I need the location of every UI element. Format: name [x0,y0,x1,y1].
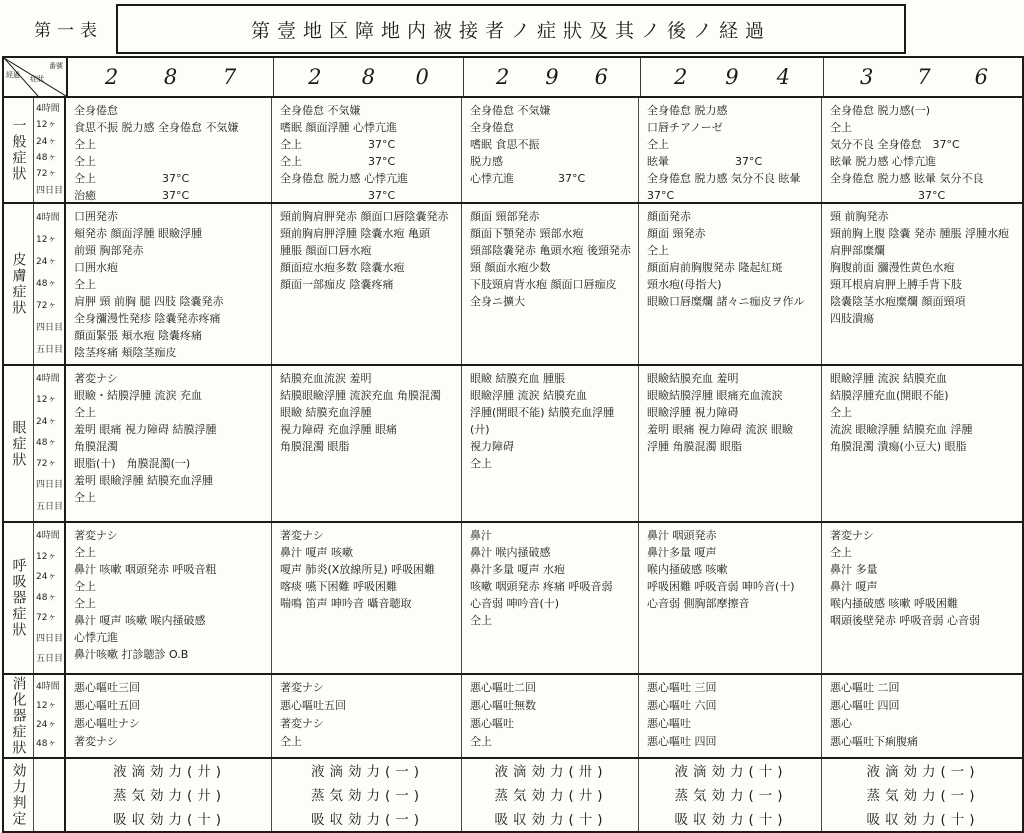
symptom-line: 蒸気効力(一) [866,788,980,804]
section-label-text: 消化器症狀 [10,676,27,756]
time-label: 4時間 [36,374,60,384]
symptom-line: 結膜浮腫充血(開眼不能) [830,389,949,402]
symptom-line: 鼻汁 嗄声 [830,580,878,593]
time-label: 四日目 [36,633,64,644]
symptom-line: 胸腹前面 瀰漫性黄色水疱 [830,261,955,274]
symptom-line: 悪心嘔吐五回 [74,699,140,712]
symptom-line: 喉内掻破感 咳嗽 呼吸困難 [830,597,958,610]
section-eye-symptoms [4,366,1022,523]
symptom-line: 眼瞼 結膜充血 腫脹 [470,372,565,385]
symptom-line: 鼻汁 喉内掻破感 [470,546,551,559]
cell-general-symptoms-376 [822,98,1022,202]
time-label: 12ヶ [36,120,57,131]
symptom-line: 全身倦怠 脱力感 心悸亢進 [280,172,408,185]
section-label-text: 皮膚症狀 [10,252,27,316]
symptom-line: 全身倦怠 脱力感 眩暈 気分不良 [830,172,984,185]
cell-skin-symptoms-287 [66,204,272,364]
symptom-line: 悪心嘔吐 四回 [647,735,717,748]
subject-digit: 9 [725,65,739,89]
subject-digit: 2 [673,65,688,89]
time-label: 五日目 [36,345,64,355]
symptom-line: 肩胛部糜爛 [830,244,885,257]
time-label: 五日目 [36,501,64,512]
time-label: 四日目 [36,185,64,196]
cell-skin-symptoms-296 [462,204,639,364]
symptom-line: 仝上 [74,491,96,504]
header-row [4,58,1022,98]
symptom-line: 嗄声 肺炎(X放線所見) 呼吸困難 [280,563,436,576]
symptom-line: 悪心嘔吐 六回 [647,699,717,712]
symptom-line: 結膜眼瞼浮腫 流涙充血 角膜混濁 [280,389,441,402]
symptom-line: 液滴効力(一) [866,764,980,780]
time-label: 48ヶ [36,592,57,603]
section-label-skin-symptoms [4,204,34,364]
cell-respiratory-symptoms-294 [639,523,822,673]
symptom-line: 気分不良 全身倦怠 37°C [830,138,960,151]
subject-number-296 [464,58,641,96]
symptom-line: 眼瞼口唇糜爛 諸々ニ痂皮ヲ作ル [647,295,805,308]
subject-digit: 4 [776,65,790,89]
section-label-general-symptoms [4,98,34,202]
cell-skin-symptoms-294 [639,204,822,364]
symptom-line: 悪心嘔吐二回 [470,681,536,694]
symptom-line: 頸水疱(母指大) [647,278,722,291]
symptom-line: 蒸気効力(廾) [494,788,608,804]
subject-digit: 3 [859,65,874,89]
symptom-line: 顔面 頸部発赤 [470,210,540,223]
symptom-line: 悪心嘔吐五回 [280,699,346,712]
symptom-line: 頸 顔面水疱少数 [470,261,551,274]
symptom-line: 悪心 [830,717,852,730]
symptom-line: 吸収効力(一) [310,812,425,828]
cell-eye-symptoms-296 [462,366,639,521]
symptom-line: 全身倦怠 [74,104,118,117]
symptom-line: 鼻汁 [470,529,492,542]
symptom-line: 角膜混濁 眼脂 [280,440,350,453]
cell-digestive-symptoms-376 [822,675,1022,757]
symptom-line: 全身倦怠 脱力感(一) [830,104,931,117]
symptom-line: 眼瞼浮腫 流涙 結膜充血 [470,389,587,402]
cell-general-symptoms-287 [66,98,272,202]
symptom-table [2,56,1024,833]
symptom-line: 喘鳴 笛声 呻吟音 囁音聴取 [280,597,412,610]
symptom-line: 悪心嘔吐 四回 [830,699,900,712]
symptom-line: 頸前胸肩胛浮腫 陰嚢水疱 亀頭 [280,227,430,240]
cell-digestive-symptoms-296 [462,675,639,757]
symptom-line: 吸収効力(十) [866,812,980,828]
symptom-line: 羞明 眼痛 視力障碍 流涙 眼瞼 [647,423,793,436]
symptom-line: 悪心嘔吐 [647,717,691,730]
symptom-line: 悪心嘔吐 二回 [830,681,900,694]
symptom-line: 眼瞼浮腫 視力障碍 [647,406,739,419]
time-label: 48ヶ [36,279,57,289]
symptom-line: 喀痰 嚥下困難 呼吸困難 [280,580,397,593]
subject-digit: 8 [163,65,178,89]
cell-general-symptoms-296 [462,98,639,202]
time-label: 48ヶ [36,437,57,448]
symptom-line: 全身倦怠 不気嫌 [280,104,361,117]
symptom-line: 頸部陰嚢発赤 亀頭水疱 後頸発赤 [470,244,631,257]
subject-number-287 [68,58,274,96]
symptom-line: 鼻汁 嗄声 咳嗽 [280,546,353,559]
time-label: 72ヶ [36,169,57,180]
symptom-line: 蒸気効力(一) [674,788,788,804]
symptom-line: 陰茎疼痛 頬陰茎痂皮 [74,346,177,359]
symptom-line: 眩暈 37°C [647,155,763,168]
section-digestive-symptoms [4,675,1022,759]
document-title-box [116,4,906,54]
symptom-line: 仝上 [830,406,852,419]
symptom-line: 顔面痘水疱多数 陰嚢水疱 [280,261,405,274]
time-label: 4時間 [36,682,60,692]
symptom-line: 顔面下顎発赤 頸部水疱 [470,227,584,240]
cell-efficacy-judgment-287 [66,759,272,831]
symptom-line: 仝上 [470,614,492,627]
symptom-line: 頸前胸上腹 陰嚢 発赤 腫脹 浮腫水疱 [830,227,1009,240]
symptom-line: 心悸亢進 37°C [470,172,586,185]
cell-respiratory-symptoms-296 [462,523,639,673]
symptom-line: 顔面 頸発赤 [647,227,706,240]
symptom-line: 顔面発赤 [647,210,691,223]
cell-digestive-symptoms-287 [66,675,272,757]
cell-eye-symptoms-287 [66,366,272,521]
symptom-line: 羞明 眼痛 視力障碍 結膜浮腫 [74,423,217,436]
symptom-line: 眼瞼結膜浮腫 眼痛充血流涙 [647,389,783,402]
symptom-line: 治癒 37°C [74,189,190,202]
symptom-line: 鼻汁 嗄声 咳嗽 喉内掻破感 [74,614,206,627]
symptom-line: 液滴効力(十) [674,764,788,780]
symptom-line: 鼻汁咳嗽 打診聴診 O.B [74,648,189,661]
symptom-line: 眼瞼 結膜充血浮腫 [280,406,372,419]
symptom-line: 仝上 37°C [280,138,396,151]
symptom-line: 脱力感 [470,155,503,168]
time-label: 12ヶ [36,551,57,562]
symptom-line: 眩暈 脱力感 心悸亢進 [830,155,936,168]
symptom-line: 視力障碍 [470,440,514,453]
symptom-line: 蒸気効力(廾) [112,788,227,804]
symptom-line: 蒸気効力(一) [310,788,425,804]
symptom-line: 悪心嘔吐下痢腹痛 [830,735,918,748]
symptom-line: 肩胛 頸 前胸 腿 四肢 陰嚢発赤 [74,295,224,308]
symptom-line: 心悸亢進 [74,631,118,644]
symptom-line: 四肢潰瘍 [830,312,874,325]
symptom-line: 浮腫 角膜混濁 眼脂 [647,440,742,453]
subject-digit: 6 [974,65,988,89]
time-label: 12ヶ [36,395,57,406]
symptom-line: 下肢頸肩背水疱 顔面口唇痂皮 [470,278,617,291]
symptom-line: 視力障碍 充血浮腫 眼痛 [280,423,397,436]
symptom-line: 全身倦怠 脱力感 [647,104,728,117]
section-respiratory-symptoms [4,523,1022,675]
symptom-line: 37°C [830,189,946,202]
symptom-line: 鼻汁多量 嗄声 水疱 [470,563,565,576]
time-label: 24ヶ [36,720,57,730]
section-label-text: 効力判定 [10,763,27,827]
subject-digit: 2 [308,65,322,89]
section-skin-symptoms [4,204,1022,366]
symptom-line: 仝上 37°C [280,155,396,168]
symptom-line: 腫脹 顔面口唇水疱 [280,244,372,257]
symptom-line: 悪心嘔吐無数 [470,699,536,712]
symptom-line: 眼瞼結膜充血 羞明 [647,372,739,385]
symptom-line: 咽頭後壁発赤 呼吸音弱 心音弱 [830,614,980,627]
symptom-line: 鼻汁多量 嗄声 [647,546,717,559]
cell-respiratory-symptoms-376 [822,523,1022,673]
symptom-line: 口囲発赤 [74,210,118,223]
cell-eye-symptoms-294 [639,366,822,521]
cell-general-symptoms-280 [272,98,462,202]
symptom-line: 鼻汁 咽頭発赤 [647,529,717,542]
symptom-line: 仝上 [830,546,852,559]
subject-digit: 9 [545,65,559,89]
time-label: 72ヶ [36,613,57,624]
symptom-line: 著変ナシ [830,529,874,542]
subject-number-280 [274,58,464,96]
time-label: 4時間 [36,104,60,114]
symptom-line: 仝上 [74,406,96,419]
time-column-eye-symptoms [34,366,66,521]
subject-digit: 7 [917,65,931,89]
cell-skin-symptoms-280 [272,204,462,364]
symptom-line: 仝上 [830,121,852,134]
time-column-efficacy-judgment [34,759,66,831]
symptom-line: 仝上 [647,138,669,151]
symptom-line: 眼瞼・結膜浮腫 流涙 充血 [74,389,202,402]
time-label: 48ヶ [36,152,57,163]
symptom-line: 結膜充血流涙 羞明 [280,372,372,385]
symptom-line: 仝上 [647,244,669,257]
symptom-line: 全身倦怠 脱力感 気分不良 眩暈 37°C [647,172,804,202]
symptom-line: 流涙 眼瞼浮腫 結膜充血 浮腫 [830,423,973,436]
symptom-line: 頸 前胸発赤 [830,210,889,223]
symptom-line: 嗜眠 顔面浮腫 心悸亢進 [280,121,397,134]
symptom-line: 仝上 [470,735,492,748]
corner-label-symptom: 症狀 [30,75,44,83]
symptom-line: 眼脂(十) 角膜混濁(一) [74,457,191,470]
time-label: 48ヶ [36,739,57,749]
symptom-line: 顔面緊張 頬水疱 陰嚢疼痛 [74,329,202,342]
symptom-line: 著変ナシ [280,681,324,694]
symptom-line: 仝上 [74,278,96,291]
symptom-line: 顔面肩前胸腹発赤 隆起紅斑 [647,261,783,274]
time-column-skin-symptoms [34,204,66,364]
symptom-line: 角膜混濁 [74,440,118,453]
section-label-respiratory-symptoms [4,523,34,673]
symptom-line: 羞明 眼瞼浮腫 結膜充血浮腫 [74,474,213,487]
cell-eye-symptoms-376 [822,366,1022,521]
cell-efficacy-judgment-296 [462,759,639,831]
time-label: 24ヶ [36,572,57,583]
section-label-efficacy-judgment [4,759,34,831]
symptom-line: 著変ナシ [280,717,324,730]
symptom-line: 鼻汁 多量 [830,563,878,576]
subject-digit: 8 [361,65,376,89]
time-column-digestive-symptoms [34,675,66,757]
symptom-line: 吸収効力(十) [112,812,227,828]
symptom-line: 悪心嘔吐三回 [74,681,140,694]
symptom-line: 食思不振 脱力感 全身倦怠 不気嫌 [74,121,239,134]
corner-cell [4,58,68,96]
symptom-line: 著変ナシ [74,735,118,748]
subject-digit: 2 [495,65,510,89]
symptom-line: 角膜混濁 潰瘍(小豆大) 眼脂 [830,440,967,453]
symptom-line: 液滴効力(卅) [494,764,608,780]
subject-number-376 [824,58,1024,96]
time-column-general-symptoms [34,98,66,202]
symptom-line: 全身瀰漫性発疹 陰嚢発赤疼痛 [74,312,221,325]
symptom-line: 全身倦怠 [470,121,514,134]
symptom-line: 心音弱 側胸部摩擦音 [647,597,750,610]
time-label: 12ヶ [36,235,57,245]
time-label: 24ヶ [36,136,57,147]
section-label-digestive-symptoms [4,675,34,757]
table-number-label: 第一表 [34,21,103,41]
time-label: 24ヶ [36,416,57,427]
time-label: 四日目 [36,480,64,491]
section-general-symptoms [4,98,1022,204]
cell-general-symptoms-294 [639,98,822,202]
symptom-line: 仝上 37°C [74,172,190,185]
symptom-line: 37°C [280,189,396,202]
time-label: 72ヶ [36,301,57,311]
subject-digit: 0 [415,65,429,89]
title-band [0,0,1024,56]
symptom-line: 液滴効力(廾) [112,764,227,780]
section-efficacy-judgment [4,759,1022,831]
symptom-line: 頬発赤 顔面浮腫 眼瞼浮腫 [74,227,202,240]
symptom-line: 頸前胸肩胛発赤 顔面口唇陰嚢発赤 [280,210,449,223]
time-label: 12ヶ [36,701,57,711]
cell-efficacy-judgment-376 [822,759,1022,831]
symptom-line: 口唇チアノーゼ [647,121,723,134]
symptom-line: 頸耳根肩肩胛上膊手背下肢 [830,278,962,291]
symptom-line: 仝上 [470,457,492,470]
symptom-line: 著変ナシ [74,372,118,385]
symptom-line: 口囲水疱 [74,261,118,274]
section-label-text: 眼症狀 [10,419,27,468]
time-label: 4時間 [36,531,60,541]
section-label-eye-symptoms [4,366,34,521]
symptom-line: 仝上 [74,138,96,151]
symptom-line: 吸収効力(十) [494,812,608,828]
time-label: 五日目 [36,654,64,665]
symptom-line: 咳嗽 咽頭発赤 疼痛 呼吸音弱 [470,580,613,593]
cell-efficacy-judgment-280 [272,759,462,831]
time-column-respiratory-symptoms [34,523,66,673]
cell-digestive-symptoms-280 [272,675,462,757]
symptom-line: 心音弱 呻吟音(十) [470,597,560,610]
symptom-line: 前頸 胸部発赤 [74,244,144,257]
document-title: 第壹地区障地内被接者ノ症狀及其ノ後ノ経過 [250,19,771,42]
symptom-line: 呼吸困難 呼吸音弱 呻吟音(十) [647,580,795,593]
symptom-line: 悪心嘔吐 [470,717,514,730]
time-label: 24ヶ [36,257,57,267]
symptom-line: 喉内掻破感 咳嗽 [647,563,728,576]
symptom-line: 仝上 [74,546,96,559]
symptom-line: 全身ニ擴大 [470,295,525,308]
symptom-line: 仝上 [280,735,302,748]
symptom-line: 嗜眠 食思不振 [470,138,540,151]
section-label-text: 呼吸器症狀 [10,558,27,638]
symptom-line: 仝上 [74,155,96,168]
cell-efficacy-judgment-294 [639,759,822,831]
time-label: 四日目 [36,323,64,333]
time-label: 4時間 [36,213,60,223]
subject-digit: 6 [594,65,608,89]
symptom-line: 仝上 [74,597,96,610]
symptom-line: 全身倦怠 不気嫌 [470,104,551,117]
subject-digit: 7 [222,65,237,89]
cell-respiratory-symptoms-287 [66,523,272,673]
symptom-line: 仝上 [74,580,96,593]
subject-number-294 [641,58,824,96]
symptom-line: 著変ナシ [280,529,324,542]
cell-skin-symptoms-376 [822,204,1022,364]
symptom-line: 悪心嘔吐 三回 [647,681,717,694]
symptom-line: 液滴効力(一) [310,764,425,780]
cell-respiratory-symptoms-280 [272,523,462,673]
symptom-line: 著変ナシ [74,529,118,542]
subject-digit: 2 [104,65,119,89]
cell-digestive-symptoms-294 [639,675,822,757]
corner-label-course: 経過 [6,71,20,79]
cell-eye-symptoms-280 [272,366,462,521]
symptom-line: 悪心嘔吐ナシ [74,717,140,730]
symptom-line: 鼻汁 咳嗽 咽頭発赤 呼吸音粗 [74,563,217,576]
symptom-line: 顔面一部痂皮 陰嚢疼痛 [280,278,394,291]
time-label: 72ヶ [36,459,57,470]
symptom-line: 吸収効力(十) [674,812,788,828]
symptom-line: 陰嚢陰茎水疱糜爛 顔面頸項 [830,295,966,308]
symptom-line: 眼瞼浮腫 流涙 結膜充血 [830,372,947,385]
corner-label-number: 番號 [49,62,63,70]
symptom-line: 浮腫(開眼不能) 結膜充血浮腫(廾) [470,406,615,436]
section-label-text: 一般症狀 [10,118,27,182]
